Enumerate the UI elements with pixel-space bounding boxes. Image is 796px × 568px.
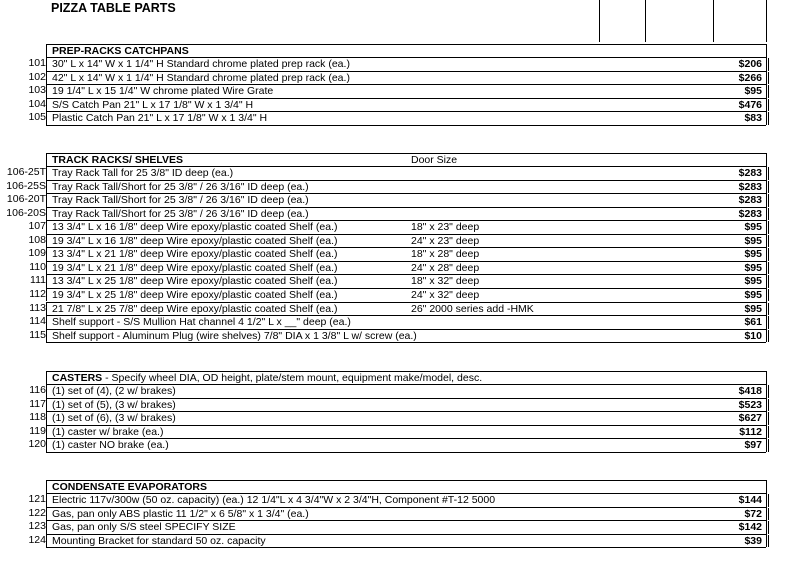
table-row <box>0 274 796 288</box>
part-description: Gas, pan only ABS plastic 11 1/2" x 6 5/8" x 1 3/4" (ea.) <box>52 507 309 520</box>
row-cell <box>46 166 766 180</box>
column-divider <box>599 0 600 42</box>
price-divider <box>768 439 769 452</box>
price-divider <box>768 221 769 234</box>
column-divider <box>766 0 767 42</box>
section-heading <box>46 480 767 494</box>
row-cell <box>46 411 766 425</box>
section-right-border <box>766 480 767 547</box>
row-cell <box>46 274 766 288</box>
price-divider <box>768 521 769 534</box>
part-number: 110 <box>29 260 46 273</box>
row-cell <box>46 180 766 194</box>
price-divider <box>768 385 769 398</box>
part-number: 104 <box>28 97 46 110</box>
table-row <box>0 261 796 275</box>
part-description: 19 1/4" L x 15 1/4" W chrome plated Wire Grate <box>52 85 274 98</box>
section-title: CASTERS - Specify wheel DIA, OD height, plate/stem mount, equipment make/model, desc. <box>52 372 483 384</box>
price-divider <box>768 58 769 71</box>
part-price: $627 <box>738 412 762 425</box>
row-cell <box>46 57 766 71</box>
price-divider <box>768 275 769 288</box>
part-description: 19 3/4" L x 25 1/8" deep Wire epoxy/plastic coated Shelf (ea.) <box>52 288 338 301</box>
table-row <box>0 411 796 425</box>
table-row <box>0 384 796 398</box>
part-number: 102 <box>28 70 46 83</box>
table-row <box>0 493 796 507</box>
part-price: $283 <box>738 194 762 207</box>
part-description: 13 3/4" L x 25 1/8" deep Wire epoxy/plastic coated Shelf (ea.) <box>52 275 338 288</box>
price-divider <box>768 412 769 425</box>
price-divider <box>768 303 769 316</box>
section-title: PREP-RACKS CATCHPANS <box>52 45 189 57</box>
part-description: Tray Rack Tall/Short for 25 3/8" / 26 3/16" ID deep (ea.) <box>52 194 309 207</box>
part-number: 103 <box>28 84 46 97</box>
part-price: $10 <box>744 329 762 342</box>
table-row <box>0 220 796 234</box>
part-price: $206 <box>738 58 762 70</box>
price-divider <box>768 72 769 85</box>
table-row <box>0 329 796 343</box>
section-bottom-border <box>46 125 766 126</box>
section-right-border <box>766 371 767 452</box>
part-description: 30" L x 14" W x 1 1/4" H Standard chrome plated prep rack (ea.) <box>52 58 350 70</box>
price-divider <box>768 494 769 507</box>
table-row <box>0 288 796 302</box>
row-cell <box>46 520 766 534</box>
door-size: 26" 2000 series add -HMK <box>411 302 534 315</box>
price-divider <box>768 248 769 261</box>
door-size: 18" x 23" deep <box>411 221 480 234</box>
row-cell <box>46 438 766 452</box>
part-price: $95 <box>744 221 762 234</box>
part-price: $142 <box>738 521 762 534</box>
table-row <box>0 84 796 98</box>
table-row <box>0 438 796 452</box>
part-price: $95 <box>744 85 762 98</box>
row-cell <box>46 247 766 261</box>
row-cell <box>46 220 766 234</box>
part-description: Tray Rack Tall for 25 3/8" ID deep (ea.) <box>52 167 234 179</box>
price-divider <box>768 85 769 98</box>
table-row <box>0 425 796 439</box>
part-price: $72 <box>744 507 762 520</box>
row-cell <box>46 315 766 329</box>
part-description: Shelf support - S/S Mullion Hat channel 4 1/2" L x __" deep (ea.) <box>52 316 351 329</box>
part-price: $95 <box>744 261 762 274</box>
table-row <box>0 234 796 248</box>
price-divider <box>768 235 769 248</box>
part-number: 107 <box>28 220 46 233</box>
part-price: $95 <box>744 275 762 288</box>
row-cell <box>46 111 766 125</box>
part-price: $283 <box>738 180 762 193</box>
section-title: CONDENSATE EVAPORATORS <box>52 481 207 493</box>
price-divider <box>768 535 769 548</box>
part-description: (1) set of (5), (3 w/ brakes) <box>52 398 176 411</box>
row-cell <box>46 261 766 275</box>
table-row <box>0 247 796 261</box>
table-row <box>0 166 796 180</box>
row-cell <box>46 493 766 507</box>
part-price: $97 <box>744 439 762 452</box>
row-cell <box>46 71 766 85</box>
row-cell <box>46 329 766 343</box>
part-description: 13 3/4" L x 21 1/8" deep Wire epoxy/plastic coated Shelf (ea.) <box>52 248 338 261</box>
part-description: Gas, pan only S/S steel SPECIFY SIZE <box>52 521 236 534</box>
part-number: 121 <box>28 493 46 505</box>
price-divider <box>768 181 769 194</box>
price-divider <box>768 330 769 343</box>
door-size: 24" x 32" deep <box>411 288 480 301</box>
part-price: $283 <box>738 207 762 220</box>
section-heading <box>46 153 767 167</box>
part-price: $418 <box>738 385 762 397</box>
part-price: $283 <box>738 167 762 179</box>
part-number: 124 <box>28 533 46 546</box>
part-number: 106-20S <box>6 206 46 219</box>
price-divider <box>768 289 769 302</box>
price-divider <box>768 99 769 112</box>
row-cell <box>46 384 766 398</box>
part-price: $83 <box>744 112 762 125</box>
price-divider <box>768 208 769 221</box>
door-size-header: Door Size <box>411 154 458 166</box>
row-cell <box>46 234 766 248</box>
door-size: 24" x 23" deep <box>411 234 480 247</box>
table-row <box>0 180 796 194</box>
table-row <box>0 534 796 548</box>
price-divider <box>768 316 769 329</box>
table-row <box>0 520 796 534</box>
part-number: 106-25T <box>6 166 46 178</box>
row-cell <box>46 398 766 412</box>
section-bottom-border <box>46 547 766 548</box>
price-divider <box>768 508 769 521</box>
part-description: Mounting Bracket for standard 50 oz. capacity <box>52 534 266 547</box>
part-description: S/S Catch Pan 21" L x 17 1/8" W x 1 3/4" H <box>52 98 254 111</box>
part-number: 120 <box>28 438 46 451</box>
part-description: 42" L x 14" W x 1 1/4" H Standard chrome plated prep rack (ea.) <box>52 71 350 84</box>
part-number: 113 <box>29 301 46 314</box>
part-description: 21 7/8" L x 25 7/8" deep Wire epoxy/plastic coated Shelf (ea.) <box>52 302 338 315</box>
part-description: 13 3/4" L x 16 1/8" deep Wire epoxy/plastic coated Shelf (ea.) <box>52 221 338 234</box>
part-number: 108 <box>28 233 46 246</box>
row-cell <box>46 302 766 316</box>
section-heading <box>46 44 767 58</box>
part-price: $95 <box>744 248 762 261</box>
row-cell <box>46 98 766 112</box>
part-number: 101 <box>28 57 46 69</box>
door-size: 18" x 32" deep <box>411 275 480 288</box>
part-number: 112 <box>29 287 46 300</box>
price-divider <box>768 112 769 125</box>
price-divider <box>768 262 769 275</box>
part-number: 122 <box>28 506 46 519</box>
part-description: Tray Rack Tall/Short for 25 3/8" / 26 3/16" ID deep (ea.) <box>52 207 309 220</box>
row-cell <box>46 207 766 221</box>
section-note: - Specify wheel DIA, OD height, plate/stem mount, equipment make/model, desc. <box>102 372 483 384</box>
table-row <box>0 507 796 521</box>
part-number: 114 <box>29 315 46 328</box>
table-row <box>0 315 796 329</box>
section-bottom-border <box>46 342 766 343</box>
part-price: $266 <box>738 71 762 84</box>
row-cell <box>46 84 766 98</box>
part-number: 106-25S <box>6 179 46 192</box>
part-description: Plastic Catch Pan 21" L x 17 1/8" W x 1 3/4" H <box>52 112 268 125</box>
door-size: 24" x 28" deep <box>411 261 480 274</box>
part-price: $523 <box>738 398 762 411</box>
section-bottom-border <box>46 452 766 453</box>
row-cell <box>46 193 766 207</box>
table-row <box>0 111 796 125</box>
page-title: PIZZA TABLE PARTS <box>51 1 176 15</box>
part-number: 123 <box>28 520 46 533</box>
table-row <box>0 98 796 112</box>
row-cell <box>46 507 766 521</box>
part-number: 109 <box>28 247 46 260</box>
row-cell <box>46 288 766 302</box>
part-number: 105 <box>28 111 46 124</box>
section-right-border <box>766 153 767 342</box>
part-description: (1) caster w/ brake (ea.) <box>52 425 164 438</box>
part-price: $144 <box>738 494 762 506</box>
door-size: 18" x 28" deep <box>411 248 480 261</box>
table-row <box>0 193 796 207</box>
part-description: (1) set of (4), (2 w/ brakes) <box>52 385 176 397</box>
part-description: Shelf support - Aluminum Plug (wire shelves) 7/8" DIA x 1 3/8" L w/ screw (ea.) <box>52 329 417 342</box>
part-description: 19 3/4" L x 16 1/8" deep Wire epoxy/plastic coated Shelf (ea.) <box>52 234 338 247</box>
part-number: 117 <box>29 397 46 410</box>
table-row <box>0 71 796 85</box>
part-number: 119 <box>29 424 46 437</box>
price-divider <box>768 194 769 207</box>
part-number: 116 <box>29 384 46 396</box>
table-row <box>0 398 796 412</box>
part-description: 19 3/4" L x 21 1/8" deep Wire epoxy/plastic coated Shelf (ea.) <box>52 261 338 274</box>
row-cell <box>46 425 766 439</box>
part-description: (1) set of (6), (3 w/ brakes) <box>52 412 176 425</box>
price-divider <box>768 426 769 439</box>
part-description: (1) caster NO brake (ea.) <box>52 439 169 452</box>
column-divider <box>713 0 714 42</box>
part-number: 118 <box>29 411 46 424</box>
part-price: $95 <box>744 234 762 247</box>
section-right-border <box>766 44 767 125</box>
table-row <box>0 57 796 71</box>
part-number: 115 <box>29 328 46 341</box>
part-price: $95 <box>744 302 762 315</box>
table-row <box>0 207 796 221</box>
part-price: $476 <box>738 98 762 111</box>
part-description: Tray Rack Tall/Short for 25 3/8" / 26 3/16" ID deep (ea.) <box>52 180 309 193</box>
part-price: $95 <box>744 288 762 301</box>
section-heading <box>46 371 767 385</box>
part-number: 111 <box>30 274 46 287</box>
row-cell <box>46 534 766 548</box>
table-row <box>0 302 796 316</box>
price-divider <box>768 399 769 412</box>
price-divider <box>768 167 769 180</box>
part-price: $61 <box>744 316 762 329</box>
part-price: $39 <box>744 534 762 547</box>
column-divider <box>645 0 646 42</box>
part-description: Electric 117v/300w (50 oz. capacity) (ea.) 12 1/4"L x 4 3/4"W x 2 3/4"H, Component #T-12 5000 <box>52 494 496 506</box>
part-price: $112 <box>739 425 762 438</box>
part-number: 106-20T <box>6 193 46 206</box>
section-title: TRACK RACKS/ SHELVES <box>52 154 184 166</box>
